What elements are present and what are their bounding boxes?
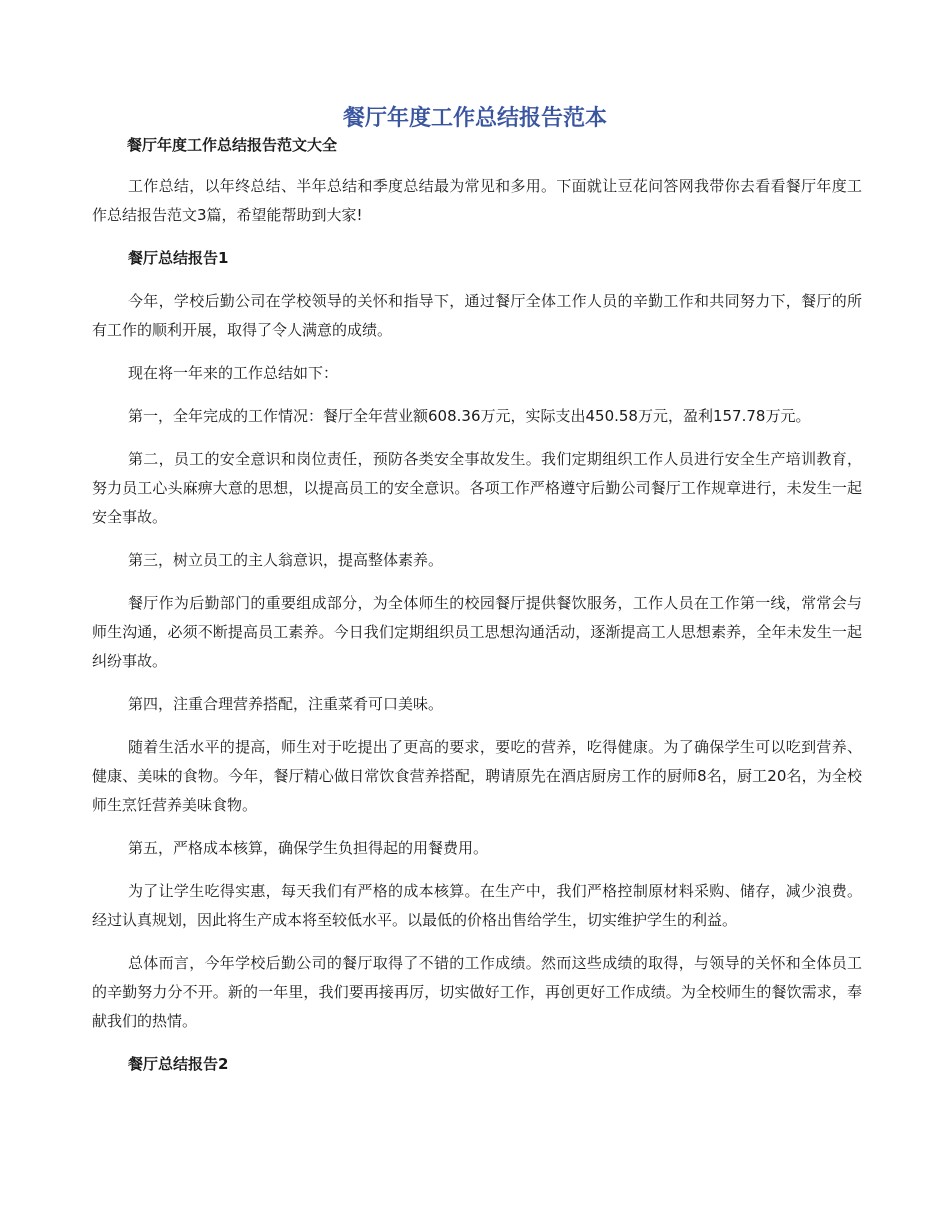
paragraph: 为了让学生吃得实惠，每天我们有严格的成本核算。在生产中，我们严格控制原材料采购、储存，减少浪费。经过认真规划，因此将生产成本将至较低水平。以最低的价格出售给学生，切实维护学生的利益。	[92, 882, 862, 929]
paragraph: 餐厅作为后勤部门的重要组成部分，为全体师生的校园餐厅提供餐饮服务，工作人员在工作第一线，常常会与师生沟通，必须不断提高员工素养。今日我们定期组织员工思想沟通活动，逐渐提高工人思想素养，全年未发生一起纠纷事故。	[92, 594, 862, 670]
document-body	[92, 172, 862, 1093]
paragraph: 第一，全年完成的工作情况：餐厅全年营业额608.36万元，实际支出450.58万元，盈利157.78万元。	[128, 407, 811, 425]
paragraph: 第五，严格成本核算，确保学生负担得起的用餐费用。	[128, 839, 489, 857]
section-heading: 餐厅总结报告1	[128, 249, 229, 267]
paragraph: 第二，员工的安全意识和岗位责任，预防各类安全事故发生。我们定期组织工作人员进行安全生产培训教育，努力员工心头麻痹大意的思想，以提高员工的安全意识。各项工作严格遵守后勤公司餐厅工作规章进行，未发生一起安全事故。	[92, 450, 862, 526]
paragraph: 第三，树立员工的主人翁意识，提高整体素养。	[128, 551, 444, 569]
paragraph: 第四，注重合理营养搭配，注重菜肴可口美味。	[128, 695, 444, 713]
paragraph: 工作总结，以年终总结、半年总结和季度总结最为常见和多用。下面就让豆花问答网我带你去看看餐厅年度工作总结报告范文3篇，希望能帮助到大家!	[92, 177, 862, 224]
paragraph: 随着生活水平的提高，师生对于吃提出了更高的要求，要吃的营养，吃得健康。为了确保学生可以吃到营养、健康、美味的食物。今年，餐厅精心做日常饮食营养搭配，聘请原先在酒店厨房工作的厨师8名，厨工20名，为全校师生烹饪营养美味食物。	[92, 738, 862, 814]
paragraph: 现在将一年来的工作总结如下：	[128, 364, 339, 382]
paragraph: 今年，学校后勤公司在学校领导的关怀和指导下，通过餐厅全体工作人员的辛勤工作和共同努力下，餐厅的所有工作的顺利开展，取得了令人满意的成绩。	[92, 292, 862, 339]
paragraph: 总体而言，今年学校后勤公司的餐厅取得了不错的工作成绩。然而这些成绩的取得，与领导的关怀和全体员工的辛勤努力分不开。新的一年里，我们要再接再厉，切实做好工作，再创更好工作成绩。为全校师生的餐饮需求，奉献我们的热情。	[92, 954, 862, 1030]
document-subtitle: 餐厅年度工作总结报告范文大全	[127, 136, 338, 154]
document-title: 餐厅年度工作总结报告范本	[342, 106, 607, 131]
section-heading: 餐厅总结报告2	[128, 1055, 229, 1073]
